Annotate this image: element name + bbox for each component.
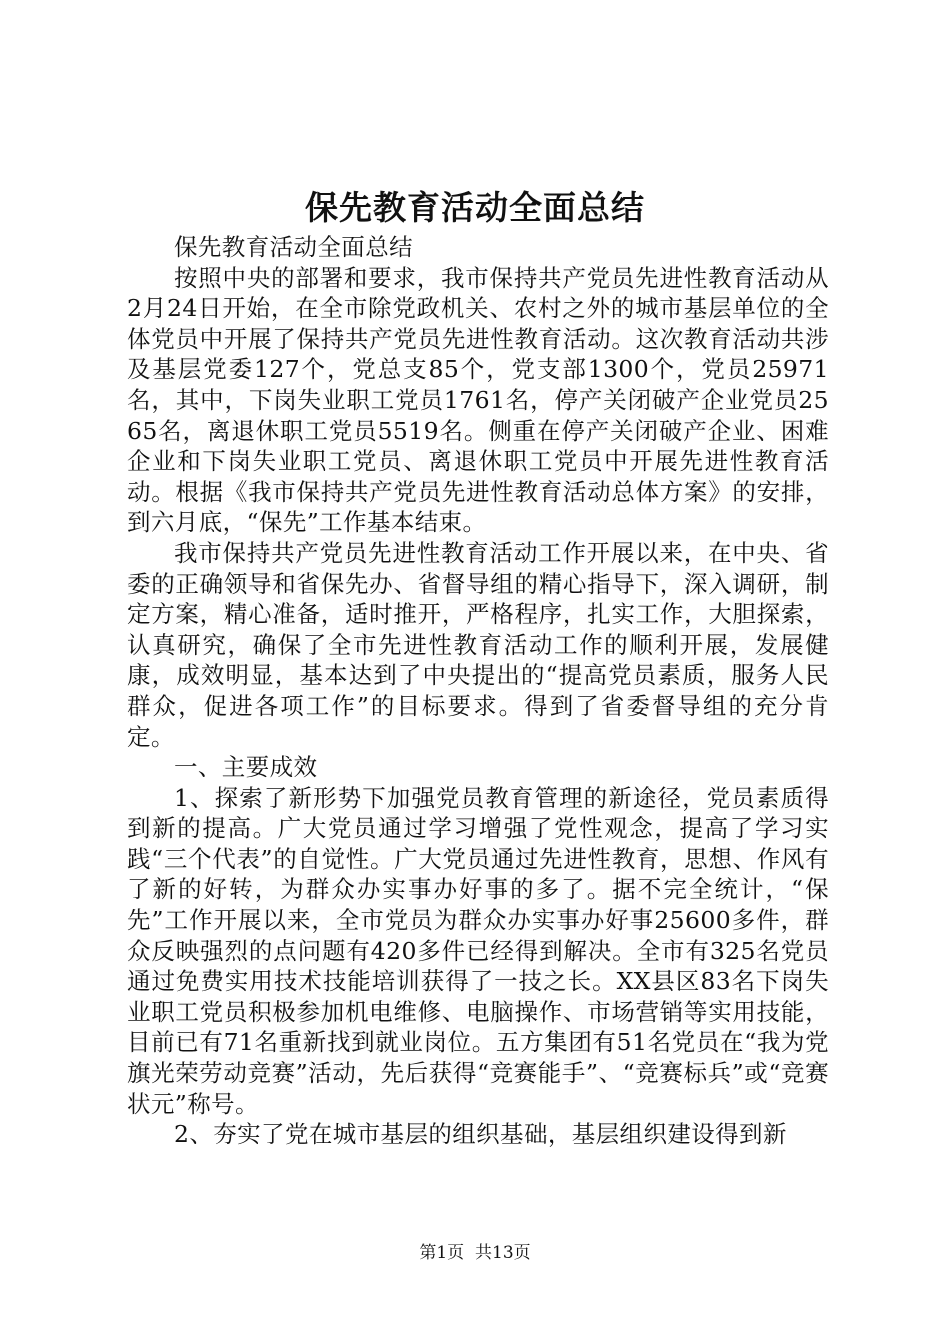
document-title: 保先教育活动全面总结	[305, 188, 645, 227]
page-footer	[0, 1241, 950, 1265]
page-total: 共13页	[475, 1243, 531, 1263]
subtitle-paragraph: 保先教育活动全面总结	[174, 233, 413, 261]
intro-paragraph: 按照中央的部署和要求，我市保持共产党员先进性教育活动从2月24日开始，在全市除党政机关、农村之外的城市基层单位的全体党员中开展了保持共产党员先进性教育活动。这次教育活动共涉及基层党委127个，党总支85个，党支部1300个，党员25971名，其中，下岗失业职工党员1761名，停产关闭破产企业党员2565名，离退休职工党员5519名。侧重在停产关闭破产企业、困难企业和下岗失业职工党员、离退休职工党员中开展先进性教育活动。根据《我市保持共产党员先进性教育活动总体方案》的安排，到六月底，“保先”工作基本结束。	[127, 263, 829, 537]
result-item-1-paragraph: 1、探索了新形势下加强党员教育管理的新途径，党员素质得到新的提高。广大党员通过学习增强了党性观念，提高了学习实践“三个代表”的自觉性。广大党员通过先进性教育，思想、作风有了新的好转，为群众办实事办好事的多了。据不完全统计，“保先”工作开展以来，全市党员为群众办实事办好事25600多件，群众反映强烈的点问题有420多件已经得到解决。全市有325名党员通过免费实用技术技能培训获得了一技之长。XX县区83名下岗失业职工党员积极参加机电维修、电脑操作、市场营销等实用技能，目前已有71名重新找到就业岗位。五方集团有51名党员在“我为党旗光荣劳动竞赛”活动，先后获得“竞赛能手”、“竞赛标兵”或“竞赛状元”称号。	[127, 783, 829, 1118]
result-item-2-paragraph: 2、夯实了党在城市基层的组织基础，基层组织建设得到新	[174, 1120, 787, 1149]
section-heading-main-results: 一、主要成效	[174, 753, 318, 782]
page-number: 第1页	[419, 1243, 465, 1263]
overview-paragraph: 我市保持共产党员先进性教育活动工作开展以来，在中央、省委的正确领导和省保先办、省督导组的精心指导下，深入调研，制定方案，精心准备，适时推开，严格程序，扎实工作，大胆探索，认真研究，确保了全市先进性教育活动工作的顺利开展，发展健康，成效明显，基本达到了中央提出的“提高党员素质，服务人民群众，促进各项工作”的目标要求。得到了省委督导组的充分肯定。	[127, 538, 829, 751]
document-body	[127, 232, 829, 1150]
